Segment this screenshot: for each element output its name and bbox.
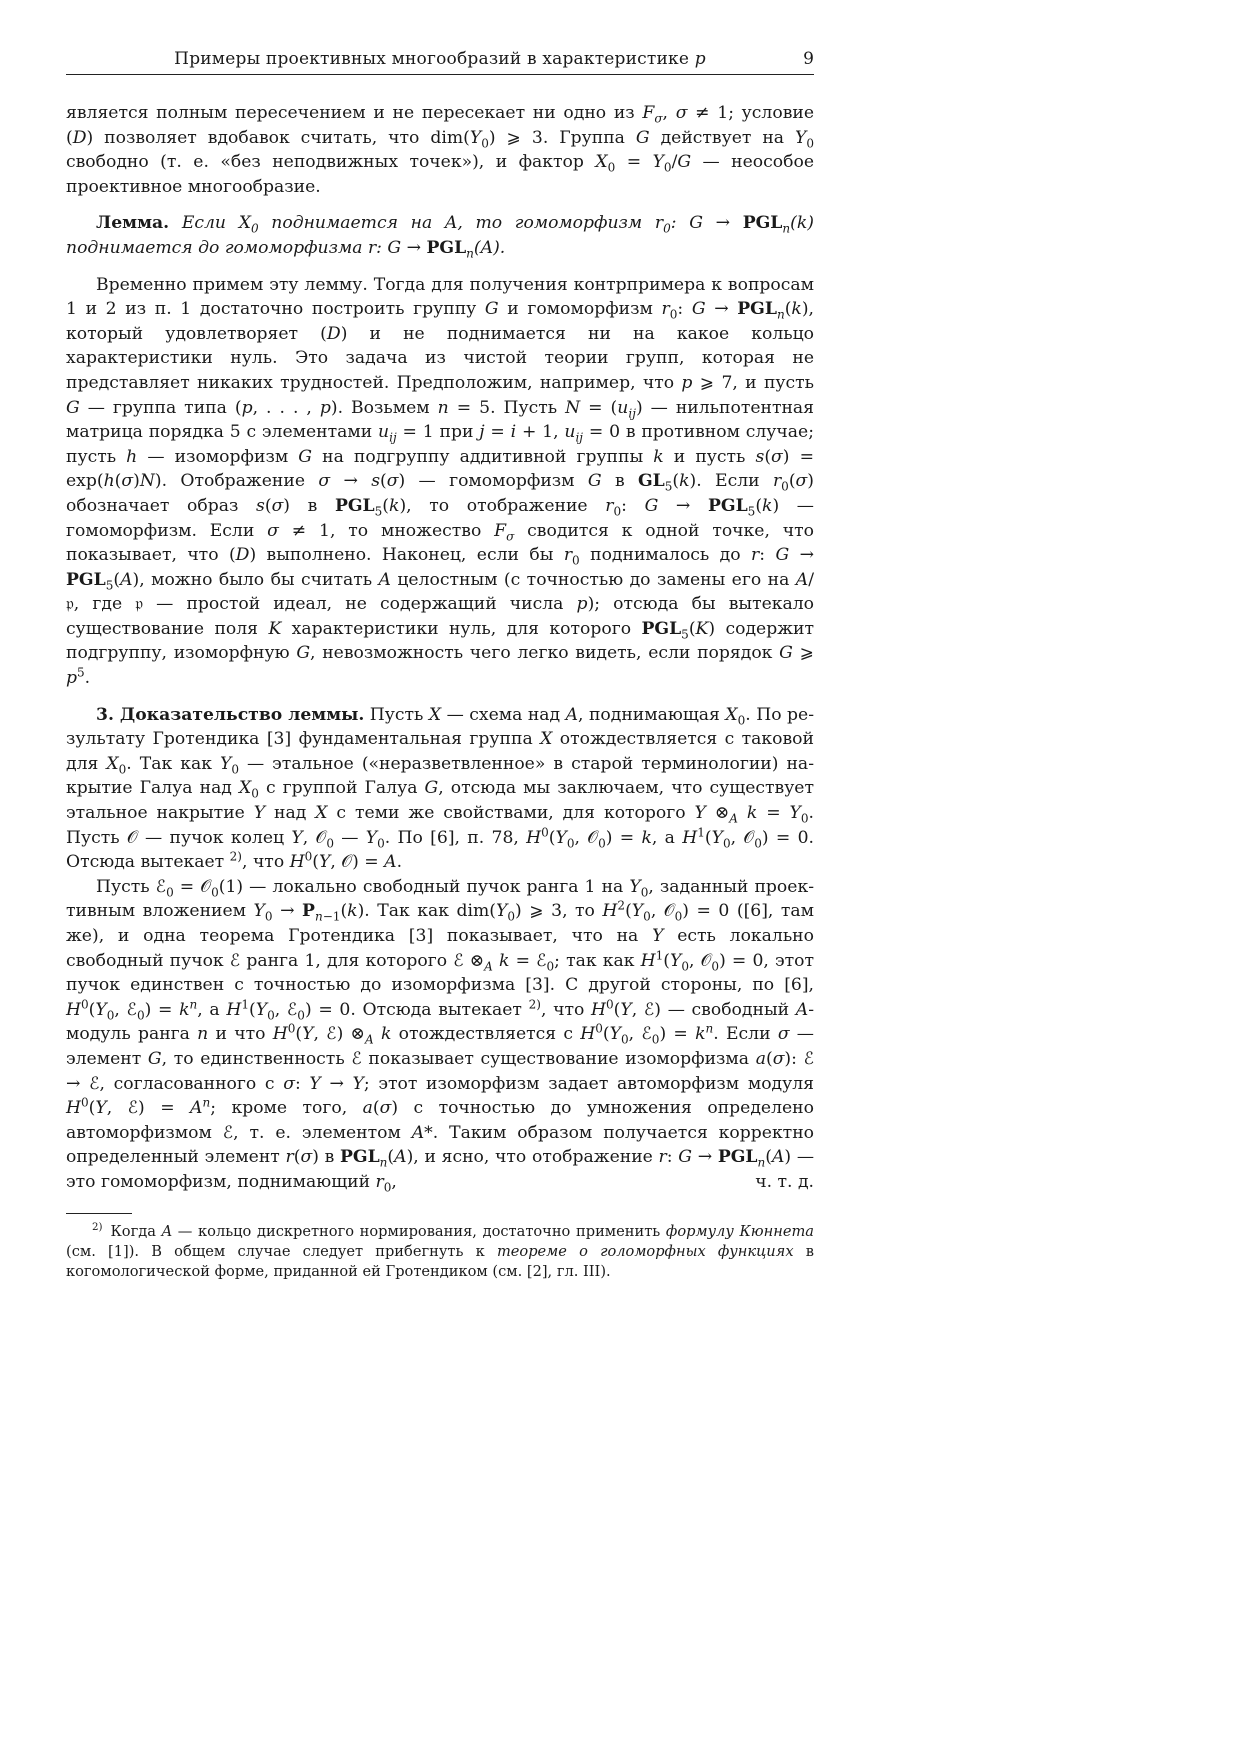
section-heading: 3. Доказательство леммы. bbox=[96, 704, 365, 725]
lemma bbox=[66, 211, 814, 260]
paragraph-counterexample: Временно примем эту лемму. Тогда для получения контрпримера к вопросам 1 и 2 из п. 1 достаточно построить группу G и гомоморфизм $r_0$: $G \to PGL_n(k)$, который удовлетворяет (D) и не поднимается ни на какое кольцо характеристики нуль. Это задача из чистой теории групп, которая не представляет никаких трудностей. Предположим, например, что p ⩾ 7, и пусть G — группа типа (p, . . . , p). Возьмем n = 5. Пусть $N = (u_{ij})$ — нильпотентная матрица порядка 5 с элементами $u_{ij} = 1$ при j = i + 1, $u_{ij} = 0$ в противном случае; пусть h — изоморфизм G на подгруппу аддитивной группы k и пусть s(σ) = exp(h(σ)N). Отображение σ → s(σ) — гомоморфизм G в $GL_5(k)$. Если $r_0(\sigma)$ обозначает образ s(σ) в $PGL_5(k)$, то отображение $r_0$: $G \to PGL_5(k)$ — гомоморфизм. Если σ ≠ 1, то множество $F_\sigma$ сводится к одной точке, что показывает, что (D) выполнено. Наконец, если бы $r_0$ поднималось до r: $G \to PGL_5(A)$, можно было бы считать A целостным (с точностью до замены его на A/𝔭, где 𝔭 — простой идеал, не содержащий числа p); отсюда бы вытекало существование поля K характеристики нуль, для которого $PGL_5(K)$ содержит подгруппу, изоморфную G, невозможность чего легко видеть, если порядок G ⩾ $p^5$. bbox=[66, 274, 815, 689]
running-title: Примеры проективных многообразий в характеристике p bbox=[174, 49, 706, 69]
lemma-heading: Лемма. bbox=[96, 213, 170, 234]
body-text bbox=[66, 101, 814, 1195]
page-number: 9 bbox=[803, 49, 814, 69]
footnote: $^{2)}$ Когда A — кольцо дискретного нормирования, достаточно применить формулу Кюннета (см. [1]). В общем случае следует прибегнуть к теореме о голоморфных функциях в когомологической форме, приданной ей Гротендиком (см. [2], гл. III). bbox=[66, 1221, 814, 1280]
paragraph-proof-start: 3. Доказательство леммы. Пусть X — схема над A, поднимающая $X_0$. По результату Гротендика [3] фундаментальная группа X отождествляется с таковой для $X_0$. Так как $Y_0$ — этальное («неразветвленное» в старой терминологии) накрытие Галуа над $X_0$ с группой Галуа G, отсюда мы заключаем, что существует этальное накрытие Y над X с теми же свойствами, для которого Y $\otimes_A$ $k = Y_0$. Пусть 𝒪 — пучок колец Y, 𝒪$_0$ — $Y_0$. По [6], п. 78, $H^0(Y_0$, 𝒪$_0$) = k, а $H^1(Y_0$, 𝒪$_0$) = 0. Отсюда вытекает $^{2)}$, что $H^0(Y$, 𝒪) = A. bbox=[66, 704, 815, 873]
running-head bbox=[66, 44, 814, 75]
page bbox=[66, 44, 814, 1282]
footnote-rule bbox=[66, 1213, 132, 1214]
lemma-statement: Если $X_0$ поднимается на A, то гомоморфизм $r_0$: $G \to PGL_n(k)$ поднимается до гомоморфизма r: $G \to PGL_n(A)$. bbox=[66, 213, 814, 261]
qed-mark: ч. т. д. bbox=[755, 1171, 814, 1192]
footnote-mark: 2) bbox=[92, 1221, 103, 1233]
paragraph-continuation: является полным пересечением и не пересекает ни одно из $F_\sigma$, σ ≠ 1; условие (D) позволяет вдобавок считать, что $dim(Y_0)$ ⩾ 3. Группа G действует на $Y_0$ свободно (т. е. «без неподвижных точек»), и фактор $X_0 = Y_0/G$ — неособое проективное многообразие. bbox=[66, 103, 815, 197]
paragraph-proof-main: Пусть ℰ$_0$ = 𝒪$_0$(1) — локально свободный пучок ранга 1 на $Y_0$, заданный проективным вложением $Y_0 \to P_{n-1}(k)$. Так как $dim(Y_0)$ ⩾ 3, то $H^2(Y_0$, 𝒪$_0$) = 0 ([6], там же), и одна теорема Гротендика [3] показывает, что на Y есть локально свободный пучок ℰ ранга 1, для которого ℰ $\otimes_A$ k = ℰ$_0$; так как $H^1(Y_0$, 𝒪$_0$) = 0, этот пучок единствен с точностью до изоморфизма [3]. С другой стороны, по [6], $H^0(Y_0$, ℰ$_0$) = $k^n$, а $H^1(Y_0$, ℰ$_0$) = 0. Отсюда вытекает $^{2)}$, что $H^0(Y$, ℰ) — свободный A-модуль ранга n и что $H^0(Y$, ℰ) $\otimes_A$ k отождествляется с $H^0(Y_0$, ℰ$_0$) = $k^n$. Если σ — элемент G, то единственность ℰ показывает существование изоморфизма a(σ): ℰ → ℰ, согласованного с σ: Y → Y; этот изоморфизм задает автоморфизм модуля $H^0(Y$, ℰ) = $A^n$; кроме того, a(σ) с точностью до умножения определено автоморфизмом ℰ, т. е. элементом A*. Таким образом получается корректно определенный элемент r(σ) в $PGL_n(A)$, и ясно, что отображение r: $G \to PGL_n(A)$ — это гомоморфизм, поднимающий $r_0$, ч. т. д. bbox=[66, 876, 815, 1195]
